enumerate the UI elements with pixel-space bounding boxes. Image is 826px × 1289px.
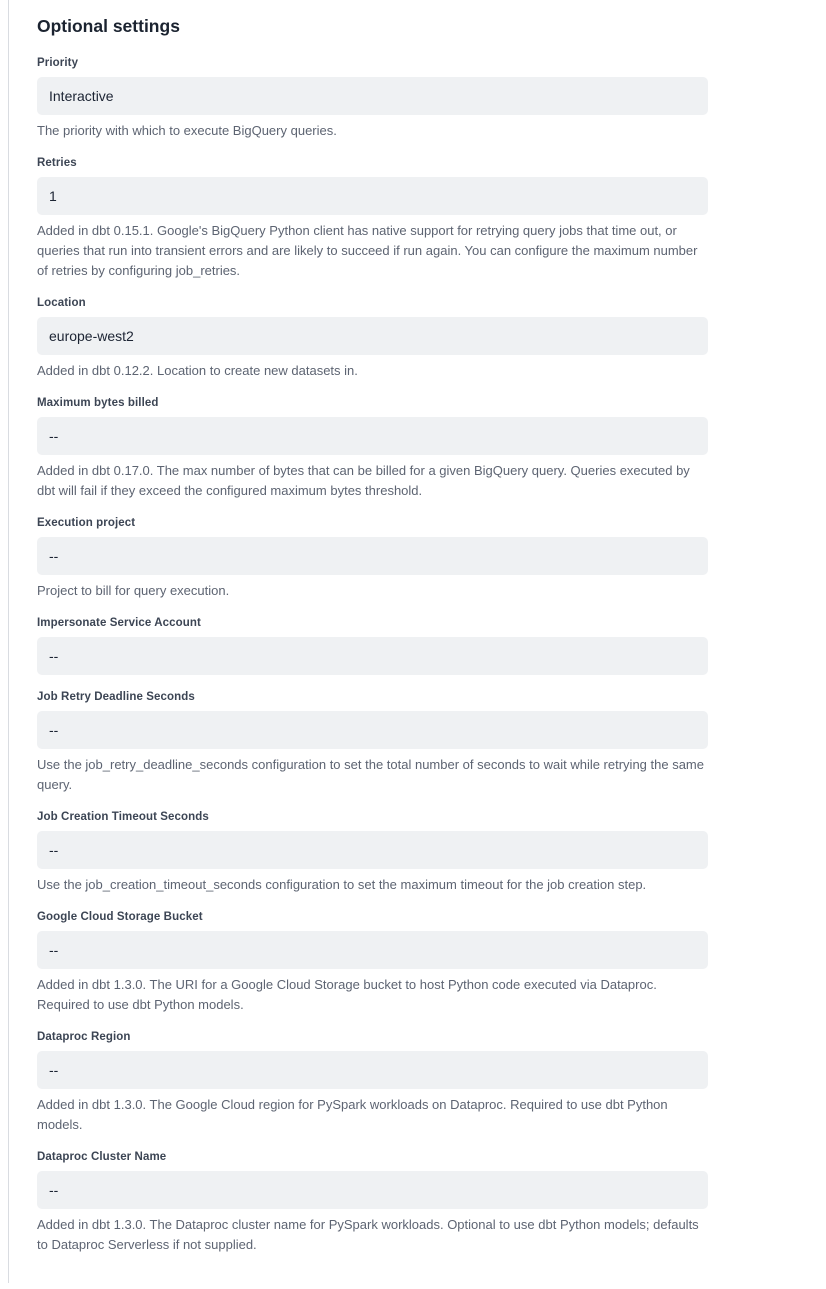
maximum-bytes-billed-input[interactable]	[37, 417, 708, 455]
field-group-dataproc-region	[37, 1031, 708, 1135]
dataproc-region-input[interactable]	[37, 1051, 708, 1089]
field-group-location	[37, 297, 708, 381]
retries-label: Retries	[37, 157, 77, 169]
field-group-priority	[37, 57, 708, 141]
impersonate-service-account-input[interactable]	[37, 637, 708, 675]
dataproc-cluster-name-label: Dataproc Cluster Name	[37, 1151, 167, 1163]
execution-project-help-text: Project to bill for query execution.	[37, 583, 230, 598]
optional-settings-section	[37, 0, 708, 1271]
dataproc-cluster-name-input[interactable]	[37, 1171, 708, 1209]
field-group-impersonate-service-account	[37, 617, 708, 675]
maximum-bytes-billed-label: Maximum bytes billed	[37, 397, 159, 409]
field-group-maximum-bytes-billed	[37, 397, 708, 501]
dataproc-region-label: Dataproc Region	[37, 1031, 131, 1043]
job-retry-deadline-seconds-help-text: Use the job_retry_deadline_seconds configuration to set the total number of seconds to wait while retrying the same query.	[37, 757, 704, 792]
maximum-bytes-billed-help-text: Added in dbt 0.17.0. The max number of bytes that can be billed for a given BigQuery query. Queries executed by dbt will fail if they exceed the configured maximum bytes threshold.	[37, 463, 690, 498]
execution-project-label: Execution project	[37, 517, 136, 529]
google-cloud-storage-bucket-input[interactable]	[37, 931, 708, 969]
google-cloud-storage-bucket-label: Google Cloud Storage Bucket	[37, 911, 203, 923]
retries-input[interactable]	[37, 177, 708, 215]
priority-label: Priority	[37, 57, 79, 69]
field-group-job-retry-deadline-seconds	[37, 691, 708, 795]
job-creation-timeout-seconds-input[interactable]	[37, 831, 708, 869]
left-divider	[8, 0, 9, 1283]
dataproc-cluster-name-help-text: Added in dbt 1.3.0. The Dataproc cluster name for PySpark workloads. Optional to use dbt Python models; defaults to Dataproc Serverless if not supplied.	[37, 1217, 699, 1252]
job-creation-timeout-seconds-label: Job Creation Timeout Seconds	[37, 811, 209, 823]
priority-input[interactable]	[37, 77, 708, 115]
location-input[interactable]	[37, 317, 708, 355]
location-help-text: Added in dbt 0.12.2. Location to create new datasets in.	[37, 363, 358, 378]
location-label: Location	[37, 297, 86, 309]
field-group-google-cloud-storage-bucket	[37, 911, 708, 1015]
job-retry-deadline-seconds-input[interactable]	[37, 711, 708, 749]
google-cloud-storage-bucket-help-text: Added in dbt 1.3.0. The URI for a Google Cloud Storage bucket to host Python code executed via Dataproc. Required to use dbt Python models.	[37, 977, 657, 1012]
optional-settings-heading: Optional settings	[37, 16, 180, 36]
field-group-dataproc-cluster-name	[37, 1151, 708, 1255]
execution-project-input[interactable]	[37, 537, 708, 575]
job-retry-deadline-seconds-label: Job Retry Deadline Seconds	[37, 691, 195, 703]
field-group-retries	[37, 157, 708, 281]
job-creation-timeout-seconds-help-text: Use the job_creation_timeout_seconds configuration to set the maximum timeout for the job creation step.	[37, 877, 647, 892]
priority-help-text: The priority with which to execute BigQuery queries.	[37, 123, 337, 138]
field-group-execution-project	[37, 517, 708, 601]
dataproc-region-help-text: Added in dbt 1.3.0. The Google Cloud region for PySpark workloads on Dataproc. Required to use dbt Python models.	[37, 1097, 668, 1132]
impersonate-service-account-label: Impersonate Service Account	[37, 617, 201, 629]
field-group-job-creation-timeout-seconds	[37, 811, 708, 895]
retries-help-text: Added in dbt 0.15.1. Google's BigQuery Python client has native support for retrying query jobs that time out, or queries that run into transient errors and are likely to succeed if run again. You can configure the maximum number of retries by configuring job_retries.	[37, 223, 698, 278]
